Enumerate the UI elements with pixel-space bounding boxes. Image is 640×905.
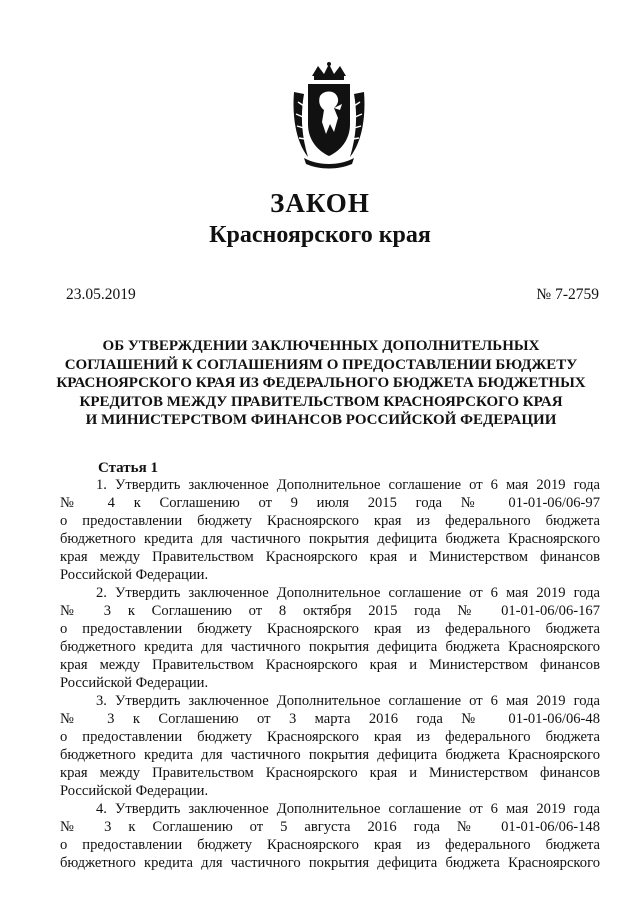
law-title-line: СОГЛАШЕНИЙ К СОГЛАШЕНИЯМ О ПРЕДОСТАВЛЕНИИ БЮДЖЕТУ [64, 356, 578, 373]
document-title: ЗАКОН [270, 188, 370, 218]
body-line: о предоставлении бюджету Красноярского края из федерального бюджета [60, 837, 600, 853]
body-line: бюджетного кредита для частичного покрытия дефицита бюджета Красноярского [60, 531, 600, 547]
law-title-line: ОБ УТВЕРЖДЕНИИ ЗАКЛЮЧЕННЫХ ДОПОЛНИТЕЛЬНЫХ [102, 338, 540, 354]
body-line: 2. Утвердить заключенное Дополнительное соглашение от 6 мая 2019 года [96, 585, 600, 601]
body-line: № 3 к Соглашению от 8 октября 2015 года № 01-01-06/06-167 [60, 603, 600, 619]
law-title-line: КРЕДИТОВ МЕЖДУ ПРАВИТЕЛЬСТВОМ КРАСНОЯРСКОГО КРАЯ [79, 393, 563, 410]
law-title-line: КРАСНОЯРСКОГО КРАЯ ИЗ ФЕДЕРАЛЬНОГО БЮДЖЕТА БЮДЖЕТНЫХ [56, 375, 586, 391]
body-line: Российской Федерации. [60, 567, 209, 583]
document-subtitle: Красноярского края [209, 222, 431, 248]
body-line: бюджетного кредита для частичного покрытия дефицита бюджета Красноярского [60, 639, 600, 655]
body-line: № 4 к Соглашению от 9 июля 2015 года № 01-01-06/06-97 [60, 495, 600, 511]
body-line: Российской Федерации. [60, 675, 209, 691]
body-line: о предоставлении бюджету Красноярского края из федерального бюджета [60, 621, 600, 637]
body-line: 4. Утвердить заключенное Дополнительное соглашение от 6 мая 2019 года [96, 801, 600, 817]
body-line: края между Правительством Красноярского края и Министерством финансов [60, 657, 600, 673]
body-line: края между Правительством Красноярского края и Министерством финансов [60, 765, 600, 781]
document-number: № 7-2759 [536, 286, 599, 303]
article-heading: Статья 1 [98, 460, 158, 476]
body-line: № 3 к Соглашению от 3 марта 2016 года № 01-01-06/06-48 [60, 711, 600, 727]
body-line: края между Правительством Красноярского края и Министерством финансов [60, 549, 600, 565]
law-title [40, 337, 602, 430]
body-line: 1. Утвердить заключенное Дополнительное соглашение от 6 мая 2019 года [96, 477, 600, 493]
body-line: бюджетного кредита для частичного покрытия дефицита бюджета Красноярского [60, 747, 600, 763]
law-title-line: И МИНИСТЕРСТВОМ ФИНАНСОВ РОССИЙСКОЙ ФЕДЕРАЦИИ [85, 412, 557, 428]
coat-of-arms-emblem [290, 62, 368, 172]
body-line: № 3 к Соглашению от 5 августа 2016 года № 01-01-06/06-148 [60, 819, 600, 835]
body-line: 3. Утвердить заключенное Дополнительное соглашение от 6 мая 2019 года [96, 693, 600, 709]
body-line: Российской Федерации. [60, 783, 209, 799]
body-line: о предоставлении бюджету Красноярского края из федерального бюджета [60, 729, 600, 745]
body-line: о предоставлении бюджету Красноярского края из федерального бюджета [60, 513, 600, 529]
document-date: 23.05.2019 [66, 286, 136, 303]
body-line: бюджетного кредита для частичного покрытия дефицита бюджета Красноярского [60, 855, 600, 871]
